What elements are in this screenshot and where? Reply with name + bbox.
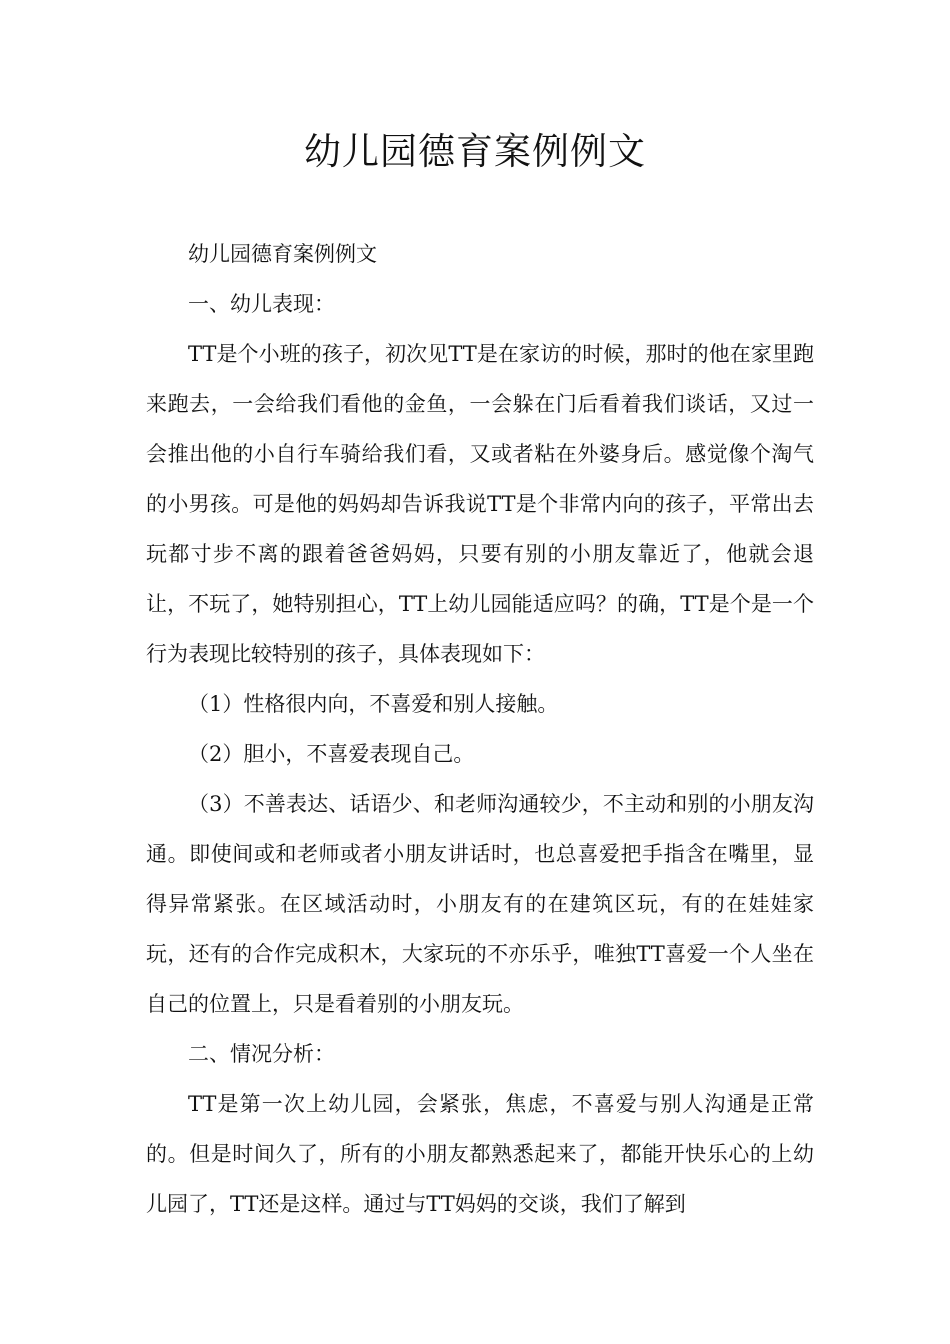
paragraph-subtitle: 幼儿园德育案例例文 [188, 242, 377, 266]
document-body [146, 229, 814, 1229]
paragraph-trait-3: （3）不善表达、话语少、和老师沟通较少，不主动和别的小朋友沟通。即使间或和老师或者小朋友讲话时，也总喜爱把手指含在嘴里，显得异常紧张。在区域活动时，小朋友有的在建筑区玩，有的在娃娃家玩，还有的合作完成积木，大家玩的不亦乐乎，唯独TT喜爱一个人坐在自己的位置上，只是看着别的小朋友玩。 [146, 792, 814, 1016]
paragraph-trait-2: （2）胆小，不喜爱表现自己。 [188, 742, 475, 766]
paragraph-trait-1: （1）性格很内向，不喜爱和别人接触。 [188, 692, 559, 716]
paragraph-section-heading-1: 一、幼儿表现： [188, 292, 335, 316]
paragraph-child-description: TT是个小班的孩子，初次见TT是在家访的时候，那时的他在家里跑来跑去，一会给我们看他的金鱼，一会躲在门后看着我们谈话，又过一会推出他的小自行车骑给我们看，又或者粘在外婆身后。感觉像个淘气的小男孩。可是他的妈妈却告诉我说TT是个非常内向的孩子，平常出去玩都寸步不离的跟着爸爸妈妈，只要有别的小朋友靠近了，他就会退让，不玩了，她特别担心，TT上幼儿园能适应吗？的确，TT是个是一个行为表现比较特别的孩子，具体表现如下： [146, 342, 814, 666]
document-title: 幼儿园德育案例例文 [304, 130, 646, 173]
paragraph-section-heading-2: 二、情况分析： [188, 1042, 335, 1066]
paragraph-analysis: TT是第一次上幼儿园，会紧张，焦虑，不喜爱与别人沟通是正常的。但是时间久了，所有的小朋友都熟悉起来了，都能开快乐心的上幼儿园了，TT还是这样。通过与TT妈妈的交谈，我们了解到 [146, 1092, 814, 1216]
